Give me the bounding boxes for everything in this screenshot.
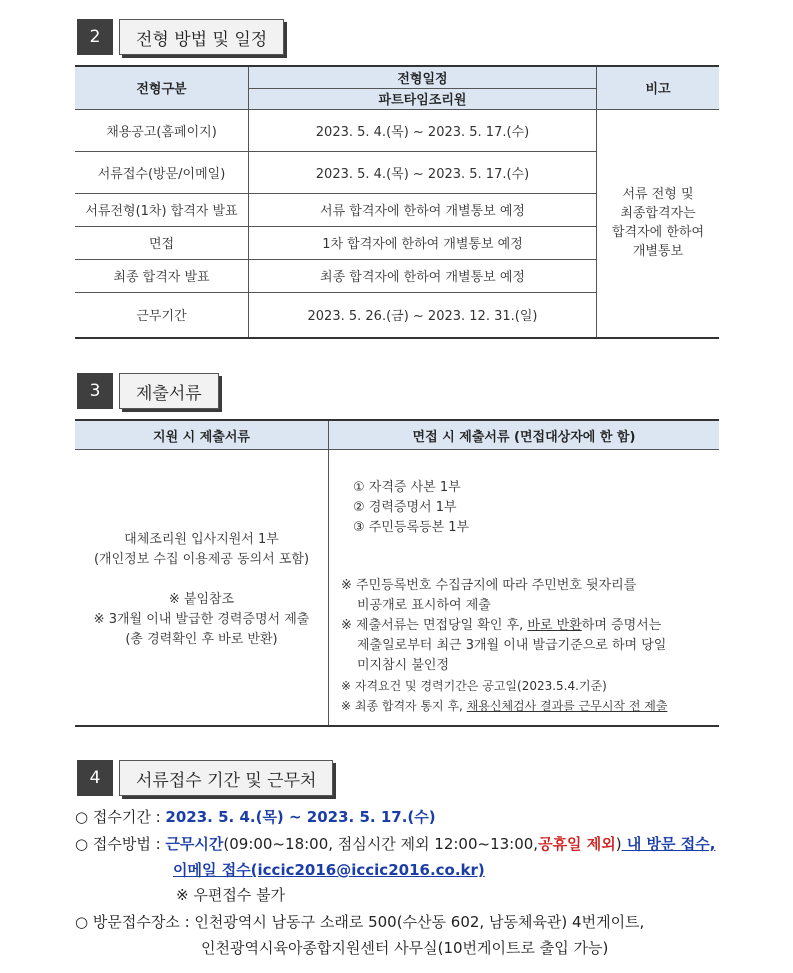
row-value: 서류 합격자에 한하여 개별통보 예정 <box>249 193 597 226</box>
note-line: ※ 주민등록번호 수집금지에 따라 주민번호 뒷자리를 <box>341 578 637 593</box>
underlined-text: 채용신체검사 결과를 근무시작 전 제출 <box>466 699 668 713</box>
visit-location-cont: 인천광역시육아종합지원센터 사무실(10번게이트로 출입 가능) <box>201 939 609 957</box>
schedule-table <box>75 65 719 339</box>
visit-location: ○ 방문접수장소 : 인천광역시 남동구 소래로 500(수산동 602, 남동체육관) 4번게이트, <box>75 913 645 931</box>
remark-line: 최종합격자는 <box>620 206 696 222</box>
section-3-heading <box>77 373 219 409</box>
row-value: 1차 합격자에 한하여 개별통보 예정 <box>249 226 597 259</box>
note-line: 비공개로 표시하여 제출 <box>357 598 491 613</box>
section-4-heading <box>77 760 333 796</box>
row-value: 최종 합격자에 한하여 개별통보 예정 <box>249 259 597 292</box>
section-title: 전형 방법 및 일정 <box>119 19 284 55</box>
application-period: ○ 접수기간 : 2023. 5. 4.(목) ~ 2023. 5. 17.(수) <box>75 808 436 826</box>
section-number: 3 <box>77 373 113 409</box>
row-label: 면접 <box>75 226 249 259</box>
note-line: 미지참시 불인정 <box>357 658 450 673</box>
header-apply-docs: 지원 시 제출서류 <box>75 420 329 450</box>
apply-doc-line: (총 경력확인 후 바로 반환) <box>125 632 278 648</box>
apply-docs-cell <box>75 450 329 726</box>
header-remark: 비고 <box>597 66 720 109</box>
note-line: ※ 자격요건 및 경력기간은 공고일(2023.5.4.기준) <box>341 679 607 693</box>
note-line: 제출일로부터 최근 3개월 이내 발급기준으로 하며 당일 <box>357 638 667 653</box>
apply-doc-line: 대체조리원 입사지원서 1부 <box>124 532 279 548</box>
header-category: 전형구분 <box>75 66 249 109</box>
email-submission <box>173 859 485 880</box>
documents-table <box>75 419 719 727</box>
section-title: 서류접수 기간 및 근무처 <box>119 760 333 796</box>
row-value: 2023. 5. 4.(목) ~ 2023. 5. 17.(수) <box>249 151 597 193</box>
section-number: 4 <box>77 760 113 796</box>
remark-line: 개별통보 <box>632 244 684 260</box>
section-title: 제출서류 <box>119 373 219 409</box>
header-interview-docs: 면접 시 제출서류 (면접대상자에 한 함) <box>329 420 720 450</box>
row-label: 근무기간 <box>75 292 249 338</box>
interview-doc-item: ① 자격증 사본 1부 <box>353 480 461 495</box>
row-label: 서류전형(1차) 합격자 발표 <box>75 193 249 226</box>
note-line: ※ 제출서류는 면접당일 확인 후, 바로 반환하며 증명서는 <box>341 618 662 633</box>
row-label: 채용공고(홈페이지) <box>75 109 249 151</box>
row-value: 2023. 5. 4.(목) ~ 2023. 5. 17.(수) <box>249 109 597 151</box>
underlined-text: 바로 반환 <box>527 618 582 633</box>
email-link[interactable]: 이메일 접수(iccic2016@iccic2016.co.kr) <box>173 861 485 879</box>
period-value: 2023. 5. 4.(목) ~ 2023. 5. 17.(수) <box>165 808 436 826</box>
postal-note: ※ 우편접수 불가 <box>176 886 286 904</box>
section-2-heading <box>77 19 284 55</box>
header-schedule: 전형일정 <box>249 66 597 88</box>
work-hours: 근무시간 <box>165 835 224 853</box>
interview-doc-item: ② 경력증명서 1부 <box>353 500 457 515</box>
apply-doc-line: (개인정보 수집 이용제공 동의서 포함) <box>93 552 310 568</box>
remark-line: 합격자에 한하여 <box>611 225 705 241</box>
section-number: 2 <box>77 19 113 55</box>
holiday-exclusion: 공휴일 제외 <box>538 835 616 853</box>
note-line: ※ 최종 합격자 통지 후, 채용신체검사 결과를 근무시작 전 제출 <box>341 699 668 713</box>
row-value: 2023. 5. 26.(금) ~ 2023. 12. 31.(일) <box>249 292 597 338</box>
remark-line: 서류 전형 및 <box>622 187 694 203</box>
interview-docs-cell <box>329 450 720 726</box>
row-label: 서류접수(방문/이메일) <box>75 151 249 193</box>
apply-doc-line: ※ 3개월 이내 발급한 경력증명서 제출 <box>93 612 310 628</box>
apply-doc-line: ※ 붙임참조 <box>168 592 235 608</box>
visit-submission: 내 방문 접수, <box>621 835 716 853</box>
application-method: ○ 접수방법 : 근무시간(09:00~18:00, 점심시간 제외 12:00~13:00,공휴일 제외) 내 방문 접수, <box>75 835 716 853</box>
interview-doc-item: ③ 주민등록등본 1부 <box>353 520 470 535</box>
header-subcategory: 파트타임조리원 <box>249 88 597 109</box>
row-label: 최종 합격자 발표 <box>75 259 249 292</box>
remark-cell <box>597 109 720 338</box>
table-row <box>75 109 719 151</box>
